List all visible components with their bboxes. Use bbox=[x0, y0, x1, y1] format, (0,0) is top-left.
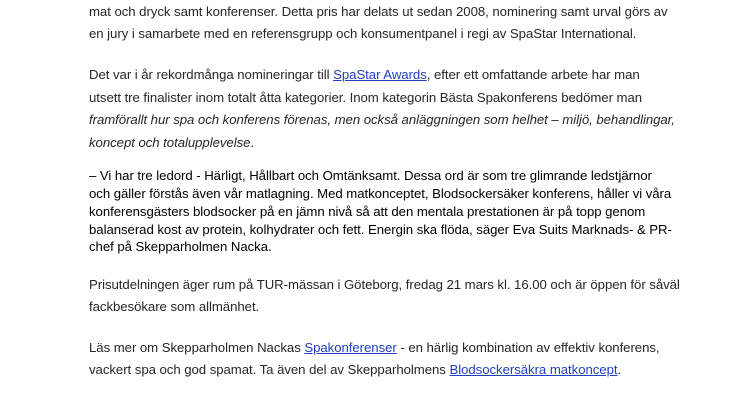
quote-line-1: – Vi har tre ledord - Härligt, Hållbart och Omtänksamt. Dessa ord är som tre glimrande ledstjärnor bbox=[89, 168, 652, 183]
paragraph-2-line-3: framförallt hur spa och konferens förenas, men också anläggningen som helhet – miljö, behandlingar, bbox=[89, 112, 675, 127]
paragraph-5-line-2 bbox=[89, 361, 621, 379]
paragraph-5-text: vackert spa och god spamat. Ta även del av Skepparholmens bbox=[89, 362, 450, 377]
paragraph-1-line-1: mat och dryck samt konferenser. Detta pris har delats ut sedan 2008, nominering samt urval görs av bbox=[89, 4, 668, 19]
paragraph-2-line-1 bbox=[89, 66, 640, 84]
paragraph-2-line-2: utsett tre finalister inom totalt åtta kategorier. Inom kategorin Bästa Spakonferens bedömer man bbox=[89, 90, 643, 105]
paragraph-2-italic-text: koncept och totalupplevelse bbox=[89, 135, 251, 150]
paragraph-2-line-4 bbox=[89, 134, 254, 152]
paragraph-1-line-2: en jury i samarbete med en referensgrupp och konsumentpanel i regi av SpaStar International. bbox=[89, 26, 637, 41]
paragraph-2-text: Det var i år rekordmånga nomineringar till bbox=[89, 67, 334, 82]
paragraph-5-text: Läs mer om Skepparholmen Nackas bbox=[89, 340, 305, 355]
blodsockersakra-matkoncept-link[interactable]: Blodsockersäkra matkoncept bbox=[449, 362, 618, 377]
paragraph-5-text: . bbox=[617, 362, 622, 377]
paragraph-5-text: - en härlig kombination av effektiv konferens, bbox=[396, 340, 660, 355]
quote-line-5: chef på Skepparholmen Nacka. bbox=[89, 239, 272, 254]
quote-line-3: konferensgästers blodsocker på en jämn nivå så att den mentala prestationen är på topp genom bbox=[89, 204, 646, 219]
paragraph-4-line-1: Prisutdelningen äger rum på TUR-mässan i Göteborg, fredag 21 mars kl. 16.00 och är öppen för såväl bbox=[89, 277, 680, 292]
paragraph-5-line-1 bbox=[89, 339, 660, 357]
quote-line-4: balanserad kost av protein, kolhydrater och fett. Energin ska flöda, säger Eva Suits Marknads- & PR- bbox=[89, 222, 672, 237]
paragraph-4-line-2: fackbesökare som allmänhet. bbox=[89, 299, 260, 314]
spastar-awards-link[interactable]: SpaStar Awards bbox=[333, 67, 427, 82]
quote-line-2: och gäller förstås även vår matlagning. Med matkonceptet, Blodsockersäker konferens, håller vi våra bbox=[89, 186, 672, 201]
spakonferenser-link[interactable]: Spakonferenser bbox=[304, 340, 397, 355]
paragraph-2-text: , efter ett omfattande arbete har man bbox=[426, 67, 640, 82]
paragraph-2-text: . bbox=[250, 135, 255, 150]
